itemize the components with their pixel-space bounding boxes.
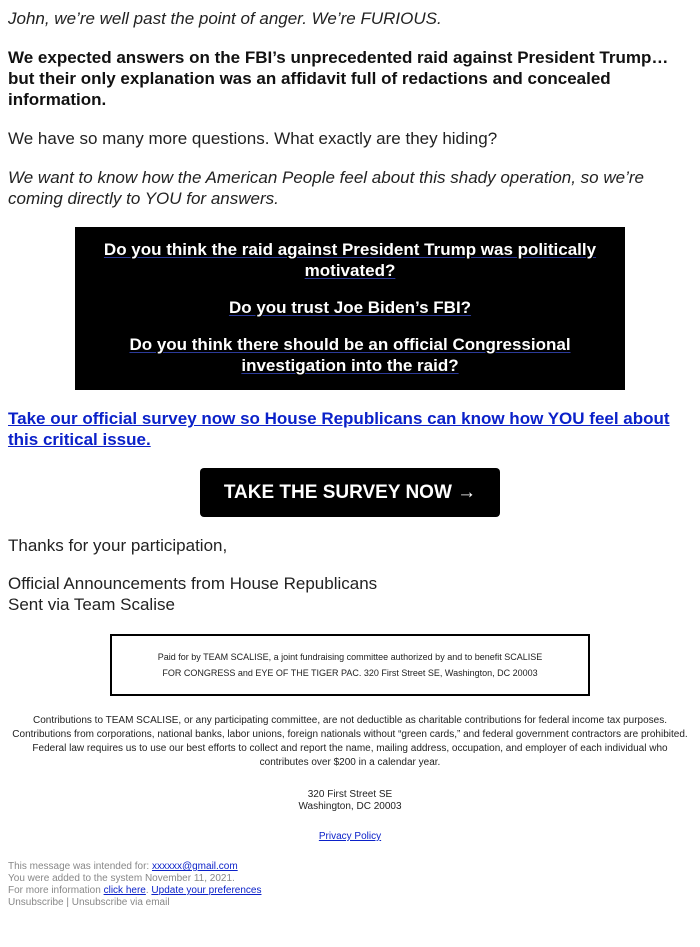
- update-preferences-link[interactable]: Update your preferences: [151, 885, 262, 896]
- footer-intended-label: This message was intended for:: [8, 861, 152, 872]
- question-box[interactable]: [75, 227, 625, 390]
- survey-link[interactable]: Take our official survey now so House Republicans can know how YOU feel about this critical issue.: [8, 409, 670, 449]
- take-survey-button[interactable]: TAKE THE SURVEY NOW →: [200, 468, 500, 517]
- privacy-policy-container: [0, 831, 700, 843]
- intro-line-questions: We have so many more questions. What exactly are they hiding?: [8, 129, 498, 148]
- intro-line-survey-request: We want to know how the American People feel about this shady operation, so we’re coming directly to YOU for answers.: [8, 168, 644, 208]
- privacy-policy-link[interactable]: Privacy Policy: [318, 831, 382, 842]
- footer-separator: .: [145, 885, 152, 896]
- footer-email-link[interactable]: xxxxxx@gmail.com: [151, 861, 238, 872]
- paid-for-line-1: Paid for by TEAM SCALISE, a joint fundraising committee authorized by and to benefit SCALISE: [157, 652, 543, 662]
- click-here-link[interactable]: click here: [103, 885, 146, 896]
- paid-for-disclaimer: [110, 634, 590, 696]
- footer-more-info: [8, 885, 261, 897]
- footer-added: You were added to the system November 11, 2021.: [8, 873, 235, 884]
- question-trust-fbi[interactable]: Do you trust Joe Biden’s FBI?: [228, 298, 472, 317]
- paid-for-line-2: FOR CONGRESS and EYE OF THE TIGER PAC. 320 First Street SE, Washington, DC 20003: [162, 668, 538, 678]
- intro-line-anger: John, we’re well past the point of anger. We’re FURIOUS.: [8, 9, 442, 28]
- legal-notice: Contributions to TEAM SCALISE, or any participating committee, are not deductible as charitable contributions for federal income tax purposes. Contributions from corporations, national banks, labor unions, foreign nationals without “green cards,” and federal government contractors are prohibited. Federal law requires us to use our best efforts to collect and report the name, mailing address, occupation, and employer of each individual who contributes over $200 in a calendar year.: [12, 715, 688, 768]
- footer-unsubscribe[interactable]: Unsubscribe | Unsubscribe via email: [8, 897, 170, 908]
- signature-line-2: Sent via Team Scalise: [8, 595, 175, 614]
- question-congressional-investigation[interactable]: Do you think there should be an official Congressional investigation into the raid?: [129, 335, 571, 375]
- footer-more-info-label: For more information: [8, 885, 104, 896]
- address-city: Washington, DC 20003: [298, 801, 402, 812]
- question-politically-motivated[interactable]: Do you think the raid against President Trump was politically motivated?: [103, 240, 597, 280]
- address-street: 320 First Street SE: [307, 789, 393, 800]
- thanks-text: Thanks for your participation,: [8, 536, 228, 555]
- intro-line-raid: We expected answers on the FBI’s unprecedented raid against President Trump… but their only explanation was an affidavit full of redactions and concealed information.: [8, 48, 669, 109]
- signature-line-1: Official Announcements from House Republicans: [8, 574, 378, 593]
- footer: [8, 861, 261, 909]
- footer-intended: [8, 861, 261, 873]
